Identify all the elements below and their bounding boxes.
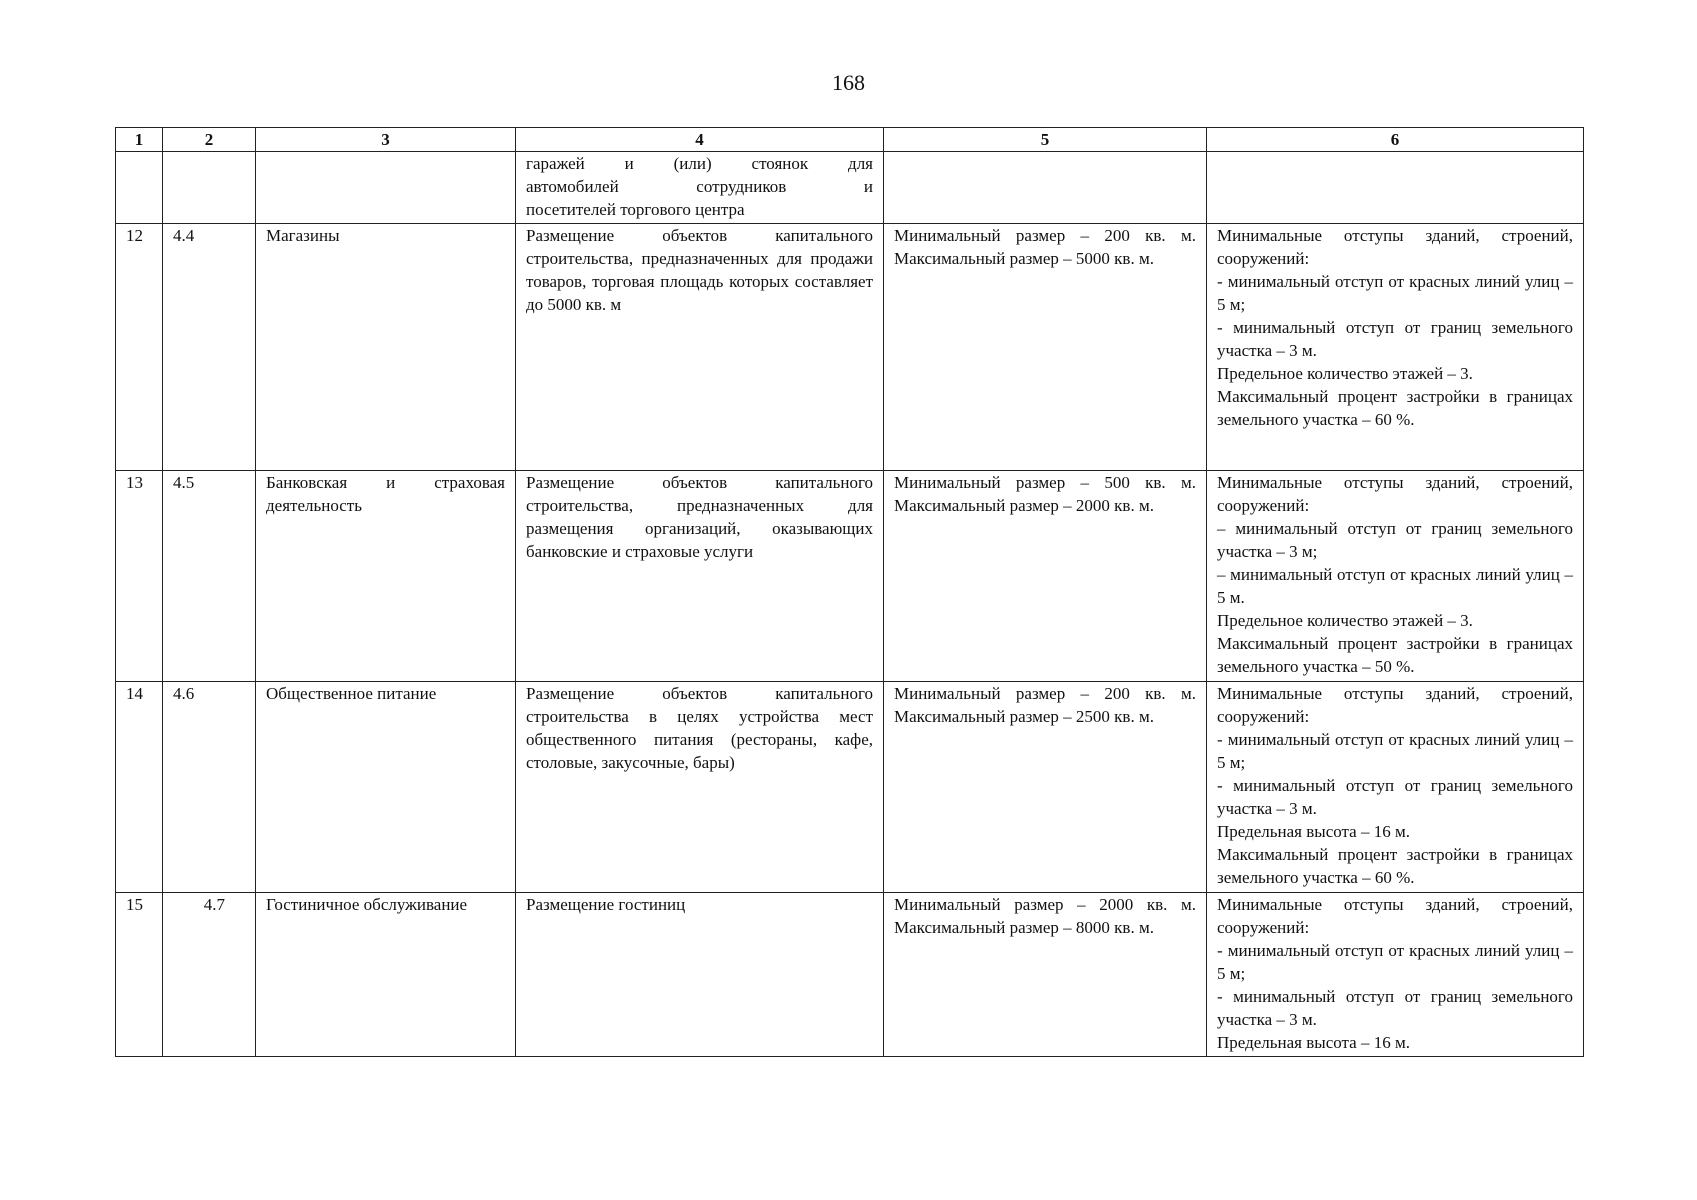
header-col-2: 2 — [163, 128, 256, 152]
header-row — [116, 128, 1584, 152]
plot-size: Минимальный размер – 200 кв. м. Максимальный размер – 2500 кв. м. — [884, 682, 1207, 893]
header-col-4: 4 — [516, 128, 884, 152]
use-name: Общественное питание — [256, 682, 516, 893]
building-parameters — [1207, 893, 1584, 1057]
text-line: посетителей торгового центра — [526, 200, 745, 219]
plot-size: Минимальный размер – 500 кв. м. Максимальный размер – 2000 кв. м. — [884, 471, 1207, 682]
param-line: Предельная высота – 16 м. — [1217, 1033, 1410, 1052]
param-line: Предельное количество этажей – 3. — [1217, 611, 1473, 630]
building-parameters — [1207, 224, 1584, 471]
param-line: Минимальные отступы зданий, строений, сооружений: — [1217, 226, 1573, 268]
param-line: Минимальные отступы зданий, строений, сооружений: — [1217, 895, 1573, 937]
continuation-description — [516, 152, 884, 224]
param-line: Минимальные отступы зданий, строений, сооружений: — [1217, 684, 1573, 726]
text-line: гаражей и (или) стоянок для — [526, 154, 873, 173]
continuation-row — [116, 152, 1584, 224]
use-code: 4.6 — [163, 682, 256, 893]
plot-size: Минимальный размер – 2000 кв. м. Максимальный размер – 8000 кв. м. — [884, 893, 1207, 1057]
use-description: Размещение объектов капитального строительства, предназначенных для продажи товаров, торговая площадь которых составляет до 5000 кв. м — [516, 224, 884, 471]
param-line: – минимальный отступ от красных линий улиц – 5 м. — [1217, 565, 1573, 607]
row-number: 15 — [116, 893, 163, 1057]
param-line: Максимальный процент застройки в границах земельного участка – 60 %. — [1217, 845, 1573, 887]
table-row — [116, 224, 1584, 471]
use-code: 4.5 — [163, 471, 256, 682]
use-code: 4.4 — [163, 224, 256, 471]
param-line: - минимальный отступ от красных линий улиц – 5 м; — [1217, 730, 1573, 772]
param-line: Максимальный процент застройки в границах земельного участка – 60 %. — [1217, 387, 1573, 429]
param-line: Максимальный процент застройки в границах земельного участка – 50 %. — [1217, 634, 1573, 676]
use-description: Размещение объектов капитального строительства, предназначенных для размещения организаций, оказывающих банковские и страховые услуги — [516, 471, 884, 682]
table-row — [116, 471, 1584, 682]
regulations-table — [115, 127, 1584, 1057]
use-name: Гостиничное обслуживание — [256, 893, 516, 1057]
use-name: Магазины — [256, 224, 516, 471]
use-description: Размещение объектов капитального строительства в целях устройства мест общественного питания (рестораны, кафе, столовые, закусочные, бары) — [516, 682, 884, 893]
cell — [116, 152, 163, 224]
table-row — [116, 682, 1584, 893]
header-col-5: 5 — [884, 128, 1207, 152]
cell — [256, 152, 516, 224]
param-line: - минимальный отступ от границ земельного участка – 3 м. — [1217, 776, 1573, 818]
param-line: Предельное количество этажей – 3. — [1217, 364, 1473, 383]
use-description: Размещение гостиниц — [516, 893, 884, 1057]
building-parameters — [1207, 682, 1584, 893]
row-number: 14 — [116, 682, 163, 893]
header-col-3: 3 — [256, 128, 516, 152]
param-line: Минимальные отступы зданий, строений, сооружений: — [1217, 473, 1573, 515]
cell — [163, 152, 256, 224]
param-line: - минимальный отступ от границ земельного участка – 3 м. — [1217, 987, 1573, 1029]
cell — [1207, 152, 1584, 224]
row-number: 13 — [116, 471, 163, 682]
param-line: Предельная высота – 16 м. — [1217, 822, 1410, 841]
text-line: автомобилей сотрудников и — [526, 177, 873, 196]
param-line: – минимальный отступ от границ земельного участка – 3 м; — [1217, 519, 1573, 561]
param-line: - минимальный отступ от красных линий улиц – 5 м; — [1217, 941, 1573, 983]
building-parameters — [1207, 471, 1584, 682]
row-number: 12 — [116, 224, 163, 471]
plot-size: Минимальный размер – 200 кв. м. Максимальный размер – 5000 кв. м. — [884, 224, 1207, 471]
page-number: 168 — [832, 70, 865, 95]
use-name: Банковская и страховая деятельность — [256, 471, 516, 682]
table-row — [116, 893, 1584, 1057]
use-code: 4.7 — [163, 893, 256, 1057]
param-line: - минимальный отступ от красных линий улиц – 5 м; — [1217, 272, 1573, 314]
header-col-1: 1 — [116, 128, 163, 152]
cell — [884, 152, 1207, 224]
param-line: - минимальный отступ от границ земельного участка – 3 м. — [1217, 318, 1573, 360]
header-col-6: 6 — [1207, 128, 1584, 152]
